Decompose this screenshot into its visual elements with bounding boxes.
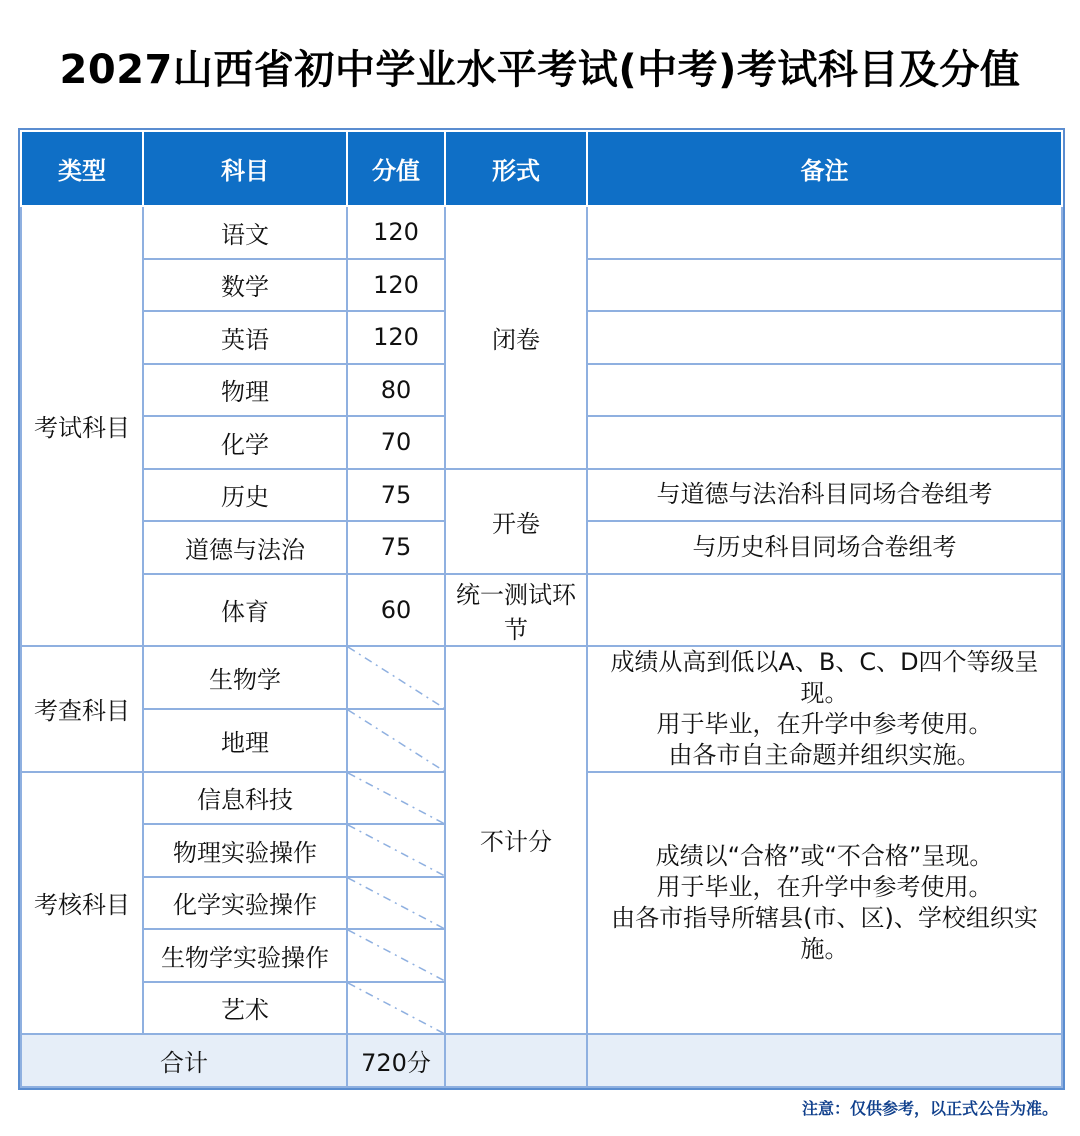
score-cell: 120 — [347, 311, 445, 364]
subject-cell: 数学 — [143, 259, 347, 312]
remark-check — [587, 646, 1062, 772]
remark-line: 由各市自主命题并组织实施。 — [668, 740, 981, 769]
form-none: 不计分 — [445, 646, 587, 1035]
total-label: 合计 — [21, 1034, 347, 1087]
score-table — [20, 130, 1063, 1088]
header-form: 形式 — [445, 131, 587, 206]
remark-line: 用于毕业，在升学中参考使用。 — [656, 709, 993, 738]
remark-line: 成绩从高到低以A、B、C、D四个等级呈现。 — [610, 647, 1039, 707]
remark-assess — [587, 772, 1062, 1035]
empty-score-cell — [347, 929, 445, 982]
total-remark-cell — [587, 1034, 1062, 1087]
subject-cell: 道德与法治 — [143, 521, 347, 574]
subject-cell: 生物学 — [143, 646, 347, 709]
total-row — [21, 1034, 1062, 1087]
subject-cell: 历史 — [143, 469, 347, 522]
score-cell: 60 — [347, 574, 445, 646]
header-type: 类型 — [21, 131, 143, 206]
score-cell: 75 — [347, 521, 445, 574]
group-check: 考查科目 — [21, 646, 143, 772]
empty-score-cell — [347, 646, 445, 709]
group-exam: 考试科目 — [21, 206, 143, 646]
total-form-cell — [445, 1034, 587, 1087]
subject-cell: 化学 — [143, 416, 347, 469]
table-header-row — [21, 131, 1062, 206]
subject-cell: 物理 — [143, 364, 347, 417]
subject-cell: 物理实验操作 — [143, 824, 347, 877]
empty-score-cell — [347, 772, 445, 825]
remark-history: 与道德与法治科目同场合卷组考 — [587, 469, 1062, 522]
form-closed: 闭卷 — [445, 206, 587, 469]
empty-score-cell — [347, 877, 445, 930]
remark-cell — [587, 364, 1062, 417]
page-title: 2027山西省初中学业水平考试(中考)考试科目及分值 — [59, 47, 1021, 93]
remark-cell — [587, 416, 1062, 469]
remark-cell — [587, 206, 1062, 259]
empty-score-cell — [347, 709, 445, 772]
remark-line: 成绩以“合格”或“不合格”呈现。 — [655, 841, 994, 870]
table-row — [21, 469, 1062, 522]
score-cell: 70 — [347, 416, 445, 469]
empty-score-cell — [347, 982, 445, 1035]
empty-score-cell — [347, 824, 445, 877]
subject-cell: 信息科技 — [143, 772, 347, 825]
subject-cell: 语文 — [143, 206, 347, 259]
score-cell: 120 — [347, 206, 445, 259]
score-cell: 75 — [347, 469, 445, 522]
header-score: 分值 — [347, 131, 445, 206]
group-assess: 考核科目 — [21, 772, 143, 1035]
table-row — [21, 574, 1062, 646]
header-remark: 备注 — [587, 131, 1062, 206]
footnote: 注意：仅供参考，以正式公告为准。 — [801, 1099, 1058, 1118]
subject-cell: 地理 — [143, 709, 347, 772]
subject-cell: 化学实验操作 — [143, 877, 347, 930]
subject-cell: 体育 — [143, 574, 347, 646]
remark-cell — [587, 574, 1062, 646]
subject-cell: 英语 — [143, 311, 347, 364]
table-row — [21, 646, 1062, 709]
score-cell: 120 — [347, 259, 445, 312]
total-value: 720分 — [347, 1034, 445, 1087]
remark-ethics: 与历史科目同场合卷组考 — [587, 521, 1062, 574]
header-subject: 科目 — [143, 131, 347, 206]
remark-line: 用于毕业，在升学中参考使用。 — [656, 872, 993, 901]
remark-cell — [587, 311, 1062, 364]
table-row — [21, 206, 1062, 259]
form-pe: 统一测试环节 — [445, 574, 587, 646]
remark-cell — [587, 259, 1062, 312]
score-cell: 80 — [347, 364, 445, 417]
subject-cell: 生物学实验操作 — [143, 929, 347, 982]
form-open: 开卷 — [445, 469, 587, 574]
subject-cell: 艺术 — [143, 982, 347, 1035]
remark-line: 由各市指导所辖县(市、区)、学校组织实施。 — [611, 903, 1038, 963]
